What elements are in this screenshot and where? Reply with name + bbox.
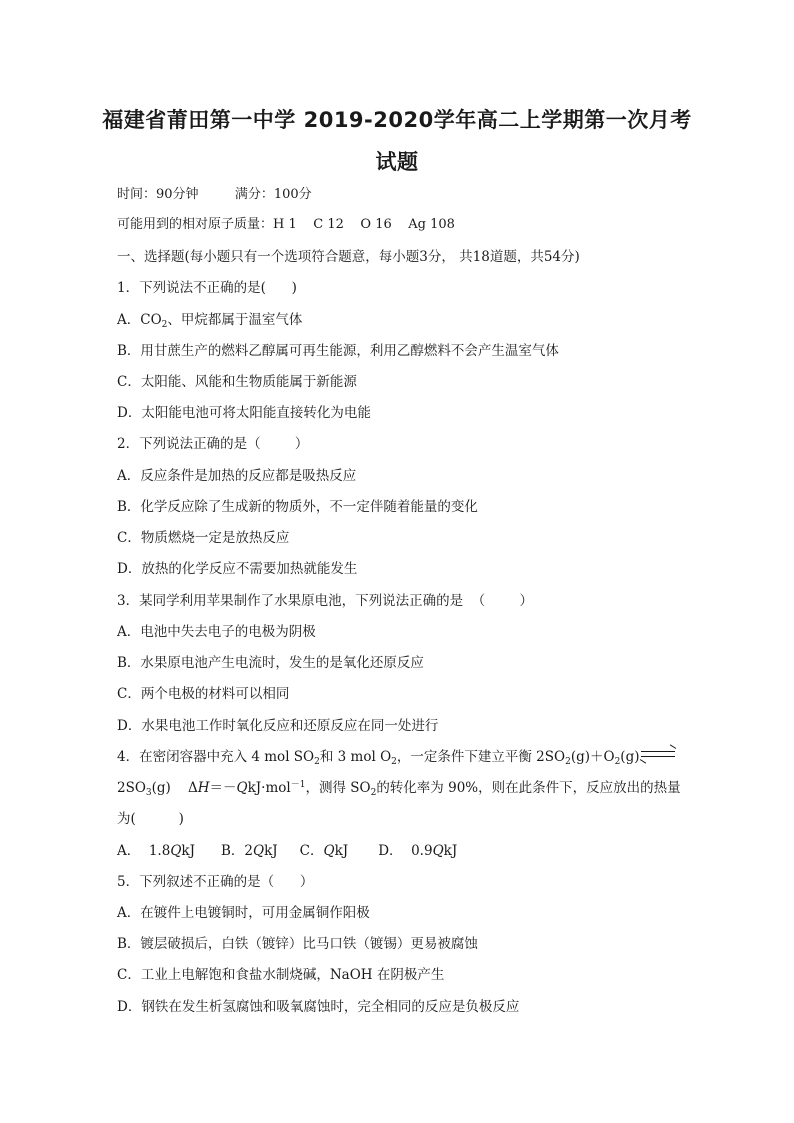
exam-full-score: 满分：100分 bbox=[234, 187, 312, 202]
question-5-option-c: C．工业上电解饱和食盐水制烧碱，NaOH 在阴极产生 bbox=[117, 967, 445, 983]
q4-sub: 2 bbox=[370, 788, 377, 798]
question-2-option-a: A．反应条件是加热的反应都是吸热反应 bbox=[117, 468, 357, 484]
question-3-option-d: D．水果电池工作时氧化反应和还原反应在同一处进行 bbox=[117, 718, 439, 734]
q4-text: ＝－ bbox=[209, 780, 237, 796]
q1-a-text: A．CO bbox=[117, 312, 162, 328]
question-1-option-a bbox=[117, 311, 302, 329]
q4-sub: 2 bbox=[614, 757, 621, 767]
question-4-option-b: B．2QkJ bbox=[220, 843, 278, 859]
q4-text: ，一定条件下建立平衡 2SO bbox=[396, 749, 566, 765]
question-4-option-d: D． 0.9QkJ bbox=[378, 843, 458, 859]
q4-italic: Q bbox=[236, 780, 248, 796]
question-3-option-c: C．两个电极的材料可以相同 bbox=[117, 686, 290, 702]
question-4-option-a: A． 1.8QkJ bbox=[117, 843, 195, 859]
q4-text: 2SO bbox=[117, 780, 146, 796]
q4-text: (g)＋O bbox=[570, 749, 615, 765]
section-heading: 一、选择题(每小题只有一个选项符合题意，每小题3分， 共18道题，共54分) bbox=[117, 249, 580, 265]
question-4-line3: 为( ) bbox=[117, 811, 184, 827]
q4-sub: 2 bbox=[565, 757, 571, 767]
q4-text: (g) bbox=[620, 749, 640, 765]
question-3-stem: 3．某同学利用苹果制作了水果原电池，下列说法正确的是 （ ） bbox=[117, 593, 534, 609]
question-5-option-a: A．在镀件上电镀铜时，可用金属铜作阳极 bbox=[117, 905, 370, 921]
q4-text: 和 3 mol O bbox=[319, 749, 392, 765]
question-4-options bbox=[117, 842, 457, 860]
exam-time-score bbox=[117, 186, 312, 204]
question-5-option-b: B．镀层破损后，白铁（镀锌）比马口铁（镀锡）更易被腐蚀 bbox=[117, 936, 478, 952]
question-5-stem: 5．下列叙述不正确的是（ ） bbox=[117, 874, 314, 890]
question-1-stem: 1．下列说法不正确的是( ) bbox=[117, 280, 297, 296]
q1-a-sub: 2 bbox=[161, 320, 168, 330]
question-1-option-d: D．太阳能电池可将太阳能直接转化为电能 bbox=[117, 405, 371, 421]
question-2-stem: 2．下列说法正确的是（ ） bbox=[117, 436, 309, 452]
question-2-option-b: B．化学反应除了生成新的物质外，不一定伴随着能量的变化 bbox=[117, 499, 478, 515]
q4-sub: 2 bbox=[391, 757, 397, 767]
question-2-option-c: C．物质燃烧一定是放热反应 bbox=[117, 530, 290, 546]
exam-title-line1: 福建省莆田第一中学 2019-2020学年高二上学期第一次月考 bbox=[102, 108, 692, 132]
question-5-option-d: D．钢铁在发生析氢腐蚀和吸氧腐蚀时，完全相同的反应是负极反应 bbox=[117, 999, 520, 1015]
q1-a-text-rest: 、甲烷都属于温室气体 bbox=[167, 312, 303, 328]
q4-text: ，测得 SO bbox=[305, 780, 371, 796]
question-3-option-b: B．水果原电池产生电流时，发生的是氧化还原反应 bbox=[117, 655, 424, 671]
q4-text: (g) Δ bbox=[151, 780, 198, 796]
q4-text: kJ·mol bbox=[247, 780, 291, 796]
question-2-option-d: D．放热的化学反应不需要加热就能发生 bbox=[117, 561, 358, 577]
question-1-option-c: C．太阳能、风能和生物质能属于新能源 bbox=[117, 374, 357, 390]
question-1-option-b: B．用甘蔗生产的燃料乙醇属可再生能源，利用乙醇燃料不会产生温室气体 bbox=[117, 343, 559, 359]
q4-italic: H bbox=[197, 780, 210, 796]
q4-sub: 3 bbox=[145, 788, 152, 798]
question-3-option-a: A．电池中失去电子的电极为阴极 bbox=[117, 624, 316, 640]
exam-time: 时间：90分钟 bbox=[117, 187, 199, 202]
atomic-masses: 可能用到的相对原子质量：H 1 C 12 O 16 Ag 108 bbox=[117, 217, 455, 232]
q4-sup: －1 bbox=[290, 780, 306, 790]
q4-text: 4．在密闭容器中充入 4 mol SO bbox=[117, 749, 315, 765]
q4-sub: 2 bbox=[314, 757, 320, 767]
exam-title-line2: 试题 bbox=[375, 150, 419, 174]
q4-text: 的转化率为 90%，则在此条件下，反应放出的热量 bbox=[376, 780, 681, 796]
question-4-line1 bbox=[117, 748, 677, 766]
equilibrium-arrow-icon bbox=[641, 750, 675, 760]
question-4-line2 bbox=[117, 779, 681, 797]
question-4-option-c: C．QkJ bbox=[299, 843, 349, 859]
